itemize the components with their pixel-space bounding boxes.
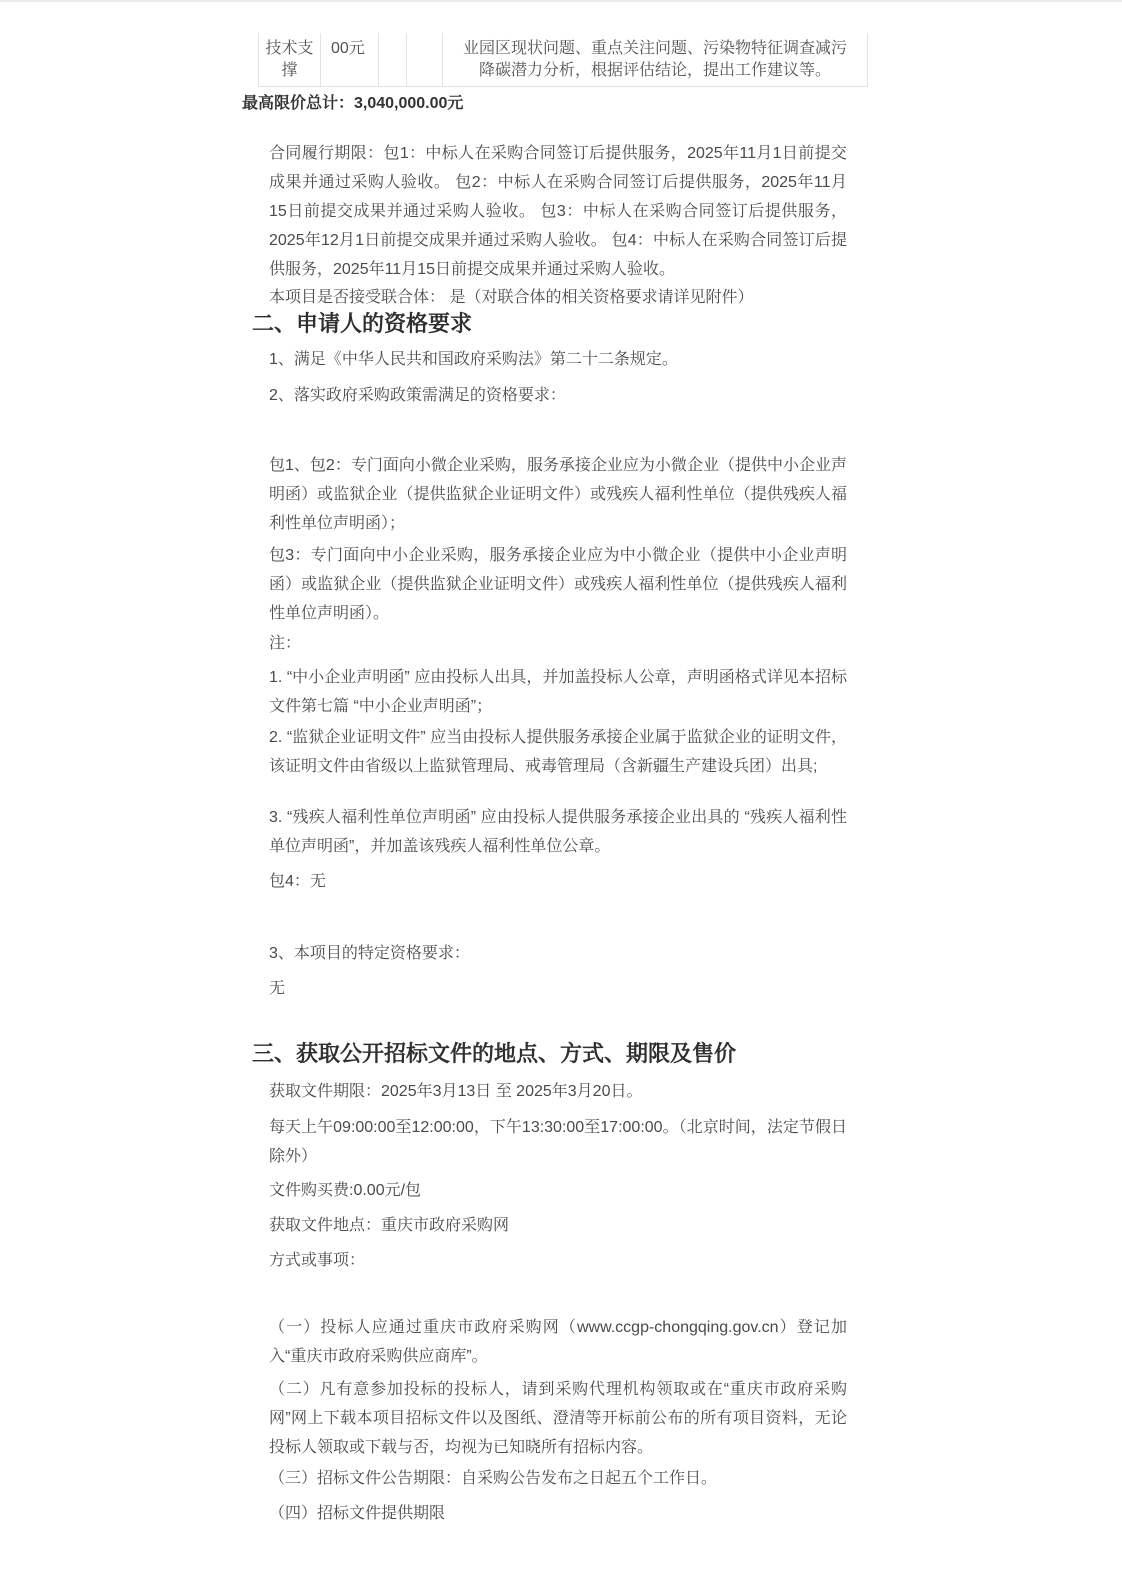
section-title-applicant-qualification: 二、申请人的资格要求	[252, 311, 473, 336]
table-cell-empty	[378, 33, 406, 86]
table-cell-description: 业园区现状问题、重点关注问题、污染物特征调查减污降碳潜力分析，根据评估结论，提出工作建议等。	[442, 33, 868, 86]
specific-requirement-label: 3、本项目的特定资格要求：	[269, 945, 470, 962]
note-1: 1. “中小企业声明函” 应由投标人出具，并加盖投标人公章，声明函格式详见本招标文件第七篇 “中小企业声明函”；	[269, 669, 847, 715]
contract-period-paragraph: 合同履行期限：包1：中标人在采购合同签订后提供服务，2025年11月1日前提交成果并通过采购人验收。 包2：中标人在采购合同签订后提供服务，2025年11月15日前提交成果并通过采购人验收。 包3：中标人在采购合同签订后提供服务，2025年12月1日前提交成果并通过采购人验收。 包4：中标人在采购合同签订后提供服务，2025年11月15日前提交成果并通过采购人验收。	[269, 145, 847, 278]
obtain-time-paragraph: 每天上午09:00:00至12:00:00，下午13:30:00至17:00:00。（北京时间，法定节假日除外）	[269, 1119, 847, 1165]
note-label: 注：	[269, 635, 302, 652]
note-2: 2. “监狱企业证明文件” 应当由投标人提供服务承接企业属于监狱企业的证明文件，该证明文件由省级以上监狱管理局、戒毒管理局（含新疆生产建设兵团）出具;	[269, 729, 847, 775]
obtain-period-paragraph: 获取文件期限：2025年3月13日 至 2025年3月20日。	[269, 1083, 643, 1100]
method-label: 方式或事项：	[269, 1252, 366, 1269]
note-3: 3. “残疾人福利性单位声明函” 应由投标人提供服务承接企业出具的 “残疾人福利性单位声明函”，并加盖该残疾人福利性单位公章。	[269, 809, 847, 855]
max-price-total: 最高限价总计：3,040,000.00元	[242, 95, 464, 112]
consortium-paragraph: 本项目是否接受联合体： 是（对联合体的相关资格要求请详见附件）	[269, 289, 754, 306]
package-table-fragment	[258, 33, 868, 87]
section-title-obtain-documents: 三、获取公开招标文件的地点、方式、期限及售价	[252, 1041, 737, 1066]
requirement-2: 2、落实政府采购政策需满足的资格要求：	[269, 387, 566, 404]
table-cell-price: 00元	[320, 33, 378, 86]
method-item-4: （四）招标文件提供期限	[269, 1505, 446, 1522]
requirement-1: 1、满足《中华人民共和国政府采购法》第二十二条规定。	[269, 351, 678, 368]
method-item-3: （三）招标文件公告期限：自采购公告发布之日起五个工作日。	[269, 1470, 718, 1487]
specific-requirement-value: 无	[269, 980, 286, 997]
table-cell-empty	[406, 33, 442, 86]
document-fee-paragraph: 文件购买费:0.00元/包	[269, 1182, 422, 1199]
method-item-1: （一）投标人应通过重庆市政府采购网（www.ccgp-chongqing.gov.cn）登记加入“重庆市政府采购供应商库”。	[269, 1319, 847, 1365]
obtain-place-paragraph: 获取文件地点：重庆市政府采购网	[269, 1217, 510, 1234]
table-cell-package-name: 技术支撑	[258, 33, 320, 86]
package-4-requirement: 包4：无	[269, 873, 326, 890]
package-1-2-requirement: 包1、包2：专门面向小微企业采购，服务承接企业应为小微企业（提供中小企业声明函）或监狱企业（提供监狱企业证明文件）或残疾人福利性单位（提供残疾人福利性单位声明函）；	[269, 457, 847, 532]
package-3-requirement: 包3：专门面向中小企业采购，服务承接企业应为中小微企业（提供中小企业声明函）或监狱企业（提供监狱企业证明文件）或残疾人福利性单位（提供残疾人福利性单位声明函）。	[269, 547, 847, 622]
method-item-2: （二）凡有意参加投标的投标人，请到采购代理机构领取或在“重庆市政府采购网”网上下载本项目招标文件以及图纸、澄清等开标前公布的所有项目资料，无论投标人领取或下载与否，均视为已知晓所有招标内容。	[269, 1381, 847, 1456]
